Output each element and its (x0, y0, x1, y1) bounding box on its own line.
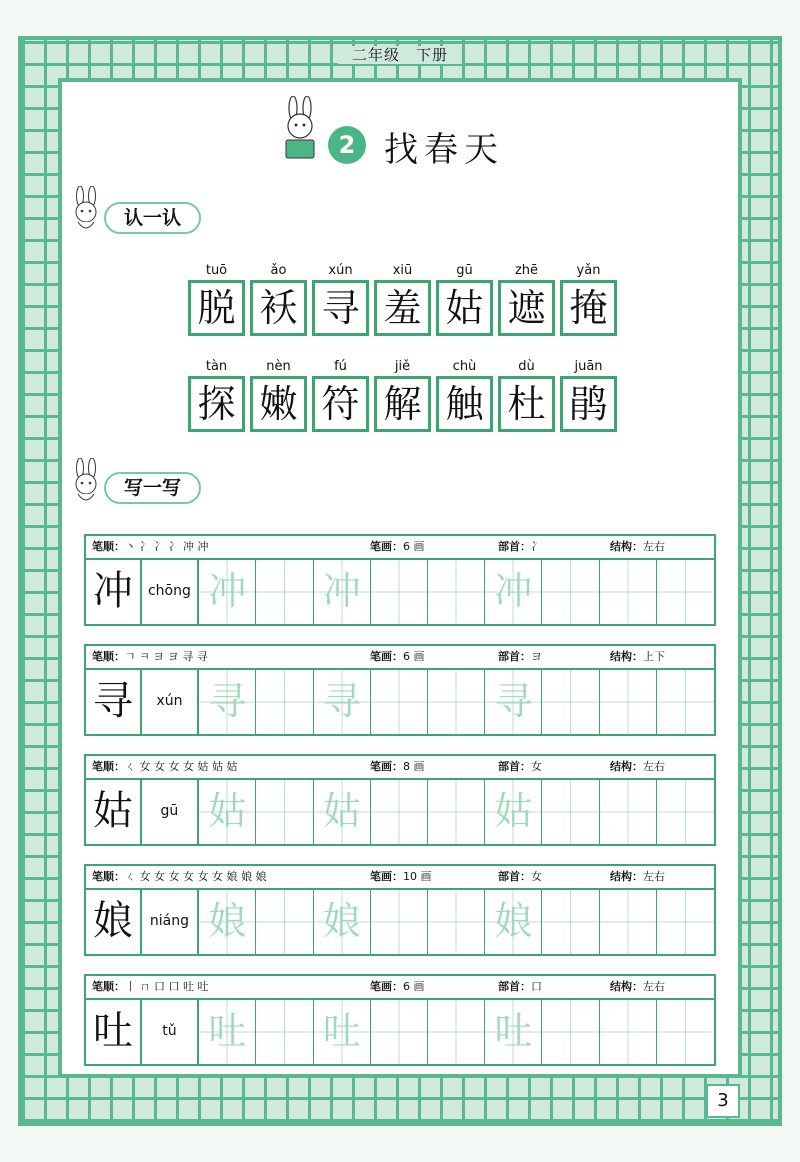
structure: 结构：左右 (610, 980, 665, 993)
lesson-title: 找春天 (384, 130, 504, 170)
character-box: 符 (312, 376, 369, 432)
writing-cell[interactable] (371, 560, 428, 624)
model-character: 娘 (86, 890, 142, 954)
character-box: 触 (436, 376, 493, 432)
model-character: 冲 (86, 560, 142, 624)
stroke-count: 笔画：8 画 (370, 760, 425, 773)
tracing-cell[interactable]: 寻 (314, 670, 371, 734)
tracing-cell[interactable]: 寻 (199, 670, 256, 734)
stroke-count: 笔画：6 画 (370, 540, 425, 553)
tracing-cell[interactable]: 娘 (314, 890, 371, 954)
structure: 结构：左右 (610, 870, 665, 883)
recognize-char-cell (434, 262, 495, 336)
character-box: 姑 (436, 280, 493, 336)
recognize-char-cell (310, 358, 371, 432)
tracing-cell[interactable]: 娘 (199, 890, 256, 954)
rabbit-reading-icon (276, 96, 324, 162)
writing-cell[interactable] (256, 780, 313, 844)
radical: 部首：女 (498, 760, 542, 773)
pinyin-cell: chōng (142, 560, 200, 624)
page-header (0, 44, 800, 65)
character-box: 鹃 (560, 376, 617, 432)
writing-cell[interactable] (600, 1000, 657, 1064)
writing-cell[interactable] (542, 670, 599, 734)
character-box: 羞 (374, 280, 431, 336)
character-box: 杜 (498, 376, 555, 432)
writing-cell[interactable] (371, 1000, 428, 1064)
tracing-cell[interactable]: 姑 (199, 780, 256, 844)
writing-cell[interactable] (428, 1000, 485, 1064)
stroke-count: 笔画：6 画 (370, 980, 425, 993)
pinyin-cell: gū (142, 780, 200, 844)
tracing-cell[interactable]: 姑 (314, 780, 371, 844)
pinyin-label: xún (328, 263, 353, 278)
recognize-row-2 (186, 358, 619, 432)
writing-cell[interactable] (256, 890, 313, 954)
writing-practice-row (84, 864, 716, 956)
recognize-char-cell (372, 358, 433, 432)
writing-cell[interactable] (600, 670, 657, 734)
pinyin-label: nèn (266, 359, 291, 374)
pinyin-cell: xún (142, 670, 200, 734)
stroke-order: 笔顺：ㄱ ㅋ ヨ ヨ 寻 寻 (92, 650, 208, 663)
recognize-char-cell (558, 262, 619, 336)
recognize-char-cell (496, 358, 557, 432)
writing-cell[interactable] (542, 890, 599, 954)
rabbit-icon (66, 458, 106, 508)
character-box: 寻 (312, 280, 369, 336)
section-label-write: 写一写 (104, 472, 201, 504)
character-box: 探 (188, 376, 245, 432)
writing-cell[interactable] (256, 1000, 313, 1064)
writing-cell[interactable] (428, 560, 485, 624)
pinyin-label: chù (452, 359, 477, 374)
pinyin-label: xiū (392, 263, 413, 278)
recognize-char-cell (248, 358, 309, 432)
tracing-cell[interactable]: 寻 (485, 670, 542, 734)
stroke-count: 笔画：10 画 (370, 870, 432, 883)
writing-cell[interactable] (428, 890, 485, 954)
recognize-char-cell (186, 262, 247, 336)
recognize-row-1 (186, 262, 619, 336)
structure: 结构：左右 (610, 540, 665, 553)
character-info-line (86, 866, 714, 890)
page-number: 3 (706, 1084, 740, 1118)
writing-cell[interactable] (600, 780, 657, 844)
recognize-char-cell (372, 262, 433, 336)
writing-cell[interactable] (371, 670, 428, 734)
recognize-char-cell (248, 262, 309, 336)
model-character: 寻 (86, 670, 142, 734)
model-character: 姑 (86, 780, 142, 844)
stroke-order: 笔顺：ㄑ 女 女 女 女 女 女 娘 娘 娘 (92, 870, 267, 883)
pinyin-label: tàn (205, 359, 228, 374)
tracing-cell[interactable]: 娘 (485, 890, 542, 954)
tracing-cell[interactable]: 吐 (485, 1000, 542, 1064)
recognize-char-cell (310, 262, 371, 336)
recognize-char-cell (496, 262, 557, 336)
pinyin-label: jiě (394, 359, 411, 374)
pinyin-label: zhē (514, 263, 539, 278)
writing-cell[interactable] (542, 560, 599, 624)
writing-cell[interactable] (542, 780, 599, 844)
recognize-char-cell (186, 358, 247, 432)
radical: 部首：女 (498, 870, 542, 883)
tracing-cell[interactable]: 冲 (314, 560, 371, 624)
writing-cell[interactable] (657, 670, 714, 734)
lesson-number-badge: 2 (328, 126, 366, 164)
pinyin-cell: tǔ (142, 1000, 200, 1064)
writing-practice-row (84, 754, 716, 846)
pinyin-label: dù (518, 359, 535, 374)
tracing-cell[interactable]: 冲 (199, 560, 256, 624)
writing-cell[interactable] (256, 670, 313, 734)
writing-cell[interactable] (657, 780, 714, 844)
tracing-cell[interactable]: 吐 (314, 1000, 371, 1064)
tracing-cell[interactable]: 冲 (485, 560, 542, 624)
model-character: 吐 (86, 1000, 142, 1064)
radical: 部首：冫 (498, 540, 542, 553)
rabbit-icon (66, 186, 106, 236)
writing-cell[interactable] (371, 890, 428, 954)
pinyin-label: gū (456, 263, 473, 278)
writing-cell[interactable] (256, 560, 313, 624)
character-box: 掩 (560, 280, 617, 336)
radical: 部首：口 (498, 980, 542, 993)
writing-cell[interactable] (600, 890, 657, 954)
writing-practice-row (84, 644, 716, 736)
character-info-line (86, 976, 714, 1000)
radical: 部首：ヨ (498, 650, 542, 663)
grade-label: 二年级 下册 (338, 46, 462, 64)
writing-cell[interactable] (428, 670, 485, 734)
recognize-char-cell (434, 358, 495, 432)
structure: 结构：上下 (610, 650, 665, 663)
writing-cell[interactable] (657, 890, 714, 954)
character-box: 脱 (188, 280, 245, 336)
character-box: 嫩 (250, 376, 307, 432)
writing-practice-row (84, 534, 716, 626)
pinyin-cell: niáng (142, 890, 200, 954)
character-box: 袄 (250, 280, 307, 336)
stroke-order: 笔顺：ㄑ 女 女 女 女 姑 姑 姑 (92, 760, 238, 773)
stroke-count: 笔画：6 画 (370, 650, 425, 663)
writing-cell[interactable] (371, 780, 428, 844)
stroke-order: 笔顺：丶 冫 冫 冫 冲 冲 (92, 540, 209, 553)
character-box: 遮 (498, 280, 555, 336)
structure: 结构：左右 (610, 760, 665, 773)
writing-cell[interactable] (428, 780, 485, 844)
pinyin-label: tuō (205, 263, 228, 278)
pinyin-label: juān (574, 359, 603, 374)
writing-cell[interactable] (657, 1000, 714, 1064)
character-info-line (86, 536, 714, 560)
pinyin-label: yǎn (576, 263, 601, 278)
pinyin-label: ǎo (270, 263, 287, 278)
recognize-char-cell (558, 358, 619, 432)
tracing-cell[interactable]: 姑 (485, 780, 542, 844)
character-info-line (86, 756, 714, 780)
tracing-cell[interactable]: 吐 (199, 1000, 256, 1064)
character-info-line (86, 646, 714, 670)
pinyin-label: fú (334, 359, 347, 374)
section-label-recognize: 认一认 (104, 202, 201, 234)
character-box: 解 (374, 376, 431, 432)
writing-practice-row (84, 974, 716, 1066)
stroke-order: 笔顺：丨 ㄇ 口 口 吐 吐 (92, 980, 209, 993)
writing-cell[interactable] (600, 560, 657, 624)
writing-cell[interactable] (542, 1000, 599, 1064)
writing-cell[interactable] (657, 560, 714, 624)
